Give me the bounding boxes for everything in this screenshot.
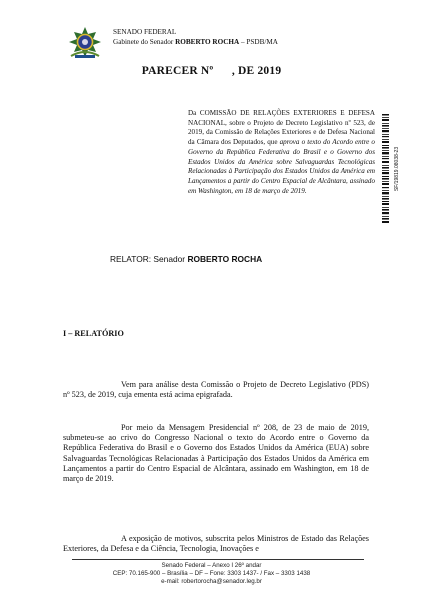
page-title: PARECER Nº , DE 2019 xyxy=(141,65,282,77)
barcode-icon xyxy=(381,112,403,226)
paragraph-1: Vem para análise desta Comissão o Projeto de Decreto Legislativo (PDS) nº 523, de 2019, cuja ementa está acima epigrafada. xyxy=(63,380,369,400)
footer-address: Senado Federal – Anexo I 26º andar xyxy=(161,562,262,569)
paragraph-3: A exposição de motivos, subscrita pelos Ministros de Estado das Relações Exteriores, da Defesa e da Ciência, Tecnologia, Inovações e xyxy=(63,534,369,554)
office-name: Gabinete do Senador ROBERTO ROCHA – PSDB/MA xyxy=(113,38,278,46)
footer-phone: CEP: 70.165-900 – Brasília – DF – Fone: 3303 1437- / Fax – 3303 1438 xyxy=(112,570,311,577)
relator-line: RELATOR: Senador ROBERTO ROCHA xyxy=(110,254,263,264)
footer-divider xyxy=(72,559,364,560)
footer-email: e-mail: robertorocha@senador.leg.br xyxy=(161,578,262,585)
org-name: SENADO FEDERAL xyxy=(113,28,177,36)
barcode-code: SF/19819.08038-23 xyxy=(394,146,400,192)
brazil-coat-of-arms-icon xyxy=(66,26,104,60)
paragraph-2: Por meio da Mensagem Presidencial nº 208, de 23 de maio de 2019, submeteu-se ao crivo do Congresso Nacional o texto do Acordo entre o Governo da República Federativa do Brasil e o Governo dos Estados Unidos da América (EUA) sobre Salvaguardas Tecnológicas Relacionadas à Participação dos Estados Unidos da América em Lançamentos a partir do Centro Espacial de Alcântara, assinado em Washington, em 18 de março de 2019. xyxy=(63,423,369,484)
ementa-text: Da COMISSÃO DE RELAÇÕES EXTERIORES E DEFESA NACIONAL, sobre o Projeto de Decreto Legislativo nº 523, de 2019, da Comissão de Relações Exteriores e de Defesa Nacional da Câmara dos Deputados, que aprova o texto do Acordo entre o Governo da República Federativa do Brasil e o Governo dos Estados Unidos da América sobre Salvaguardas Tecnológicas Relacionadas à Participação dos Estados Unidos da América em Lançamentos a partir do Centro Espacial de Alcântara, assinado em Washington, em 18 de março de 2019. xyxy=(188,109,375,195)
section-heading: I – RELATÓRIO xyxy=(63,329,124,338)
